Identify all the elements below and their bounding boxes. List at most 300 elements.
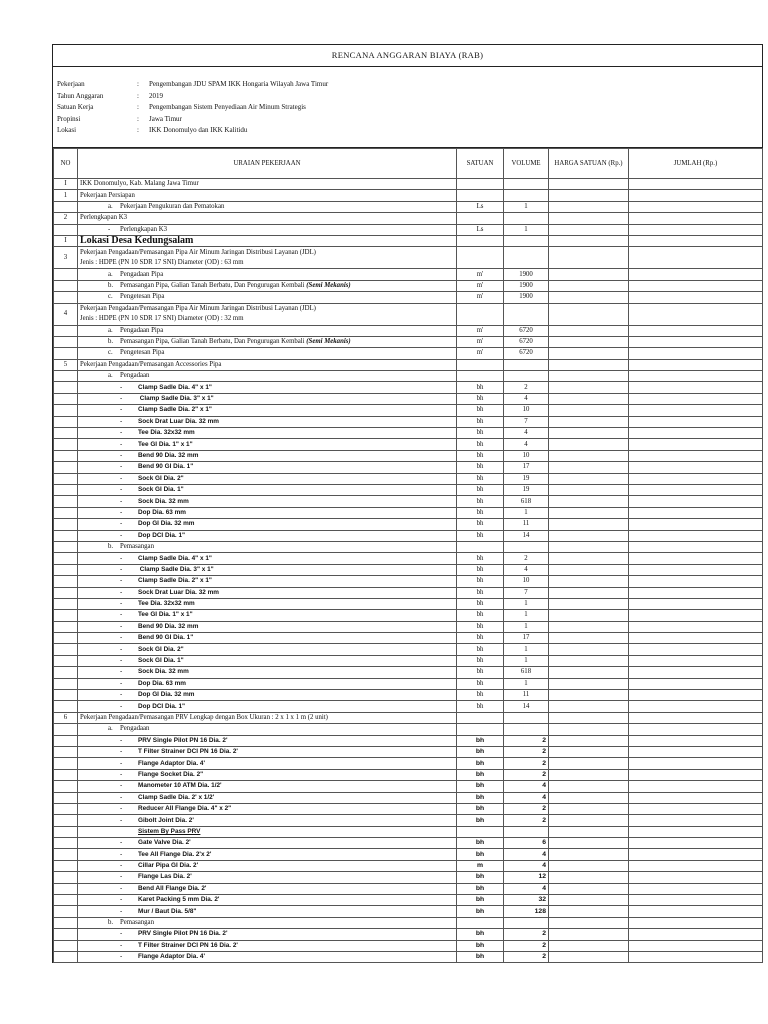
row-jumlah [629, 179, 763, 190]
dash-marker: - [120, 452, 123, 459]
row-volume: 618 [504, 667, 549, 678]
table-row [54, 507, 763, 518]
row-no: 1 [54, 190, 78, 201]
meta-colon: : [137, 114, 139, 123]
row-satuan: Ls [457, 201, 504, 212]
row-no: 3 [54, 247, 78, 269]
row-satuan: bh [457, 758, 504, 769]
col-header-harga-satuan: HARGA SATUAN (Rp.) [549, 149, 629, 179]
row-jumlah [629, 587, 763, 598]
row-no [54, 769, 78, 780]
row-description [78, 496, 457, 507]
row-text: Dop GI Dia. 32 mm [138, 691, 195, 699]
row-harga-satuan [549, 826, 629, 837]
table-row [54, 235, 763, 246]
row-volume: 14 [504, 701, 549, 712]
row-text: Pengadaan [120, 725, 150, 733]
row-jumlah [629, 792, 763, 803]
table-row [54, 530, 763, 541]
meta-label: Lokasi [57, 126, 77, 134]
row-description [78, 553, 457, 564]
dash-marker: - [120, 839, 123, 847]
row-no [54, 610, 78, 621]
row-no [54, 792, 78, 803]
row-satuan [457, 179, 504, 190]
table-row [54, 371, 763, 382]
row-no [54, 883, 78, 894]
row-jumlah [629, 883, 763, 894]
row-no [54, 530, 78, 541]
row-volume [504, 190, 549, 201]
dash-marker: - [120, 793, 123, 801]
table-row [54, 758, 763, 769]
row-satuan: bh [457, 701, 504, 712]
row-volume: 7 [504, 416, 549, 427]
row-no [54, 735, 78, 746]
dash-marker: - [120, 782, 123, 790]
row-satuan: bh [457, 883, 504, 894]
row-satuan: bh [457, 598, 504, 609]
row-emphasis: (Semi Mekanis) [304, 338, 351, 346]
col-header-volume: VOLUME [504, 149, 549, 179]
row-no [54, 280, 78, 291]
row-harga-satuan [549, 724, 629, 735]
row-volume: 11 [504, 690, 549, 701]
row-letter: b. [108, 543, 114, 551]
row-satuan: bh [457, 952, 504, 963]
row-text: Gibolt Joint Dia. 2' [138, 816, 194, 824]
dash-marker: - [120, 691, 123, 699]
table-row [54, 712, 763, 723]
table-row [54, 860, 763, 871]
row-description [78, 348, 457, 359]
table-row [54, 587, 763, 598]
row-text: Cillar Pipa GI Dia. 2' [138, 862, 199, 870]
row-description [78, 940, 457, 951]
row-jumlah [629, 940, 763, 951]
row-volume: 4 [504, 849, 549, 860]
row-jumlah [629, 815, 763, 826]
row-no [54, 815, 78, 826]
row-volume [504, 724, 549, 735]
row-text: Reducer All Flange Dia. 4" x 2" [138, 805, 232, 813]
row-description [78, 621, 457, 632]
row-text: Sock Drat Luar Dia. 32 mm [138, 588, 219, 596]
row-volume: 4 [504, 428, 549, 439]
row-jumlah [629, 838, 763, 849]
row-satuan [457, 359, 504, 370]
row-satuan: bh [457, 484, 504, 495]
row-text: T Filter Strainer DCI PN 16 Dia. 2' [138, 748, 238, 756]
dash-marker: - [120, 531, 123, 539]
row-jumlah [629, 701, 763, 712]
row-no [54, 336, 78, 347]
row-satuan [457, 826, 504, 837]
row-satuan [457, 724, 504, 735]
row-volume [504, 541, 549, 552]
table-row [54, 416, 763, 427]
table-row [54, 179, 763, 190]
row-satuan: bh [457, 610, 504, 621]
row-text: Gate Valve Dia. 2' [138, 839, 191, 847]
dash-marker: - [120, 702, 123, 710]
table-row [54, 280, 763, 291]
row-description [78, 303, 457, 325]
row-jumlah [629, 917, 763, 928]
table-header [54, 149, 763, 179]
row-no [54, 405, 78, 416]
row-volume [504, 179, 549, 190]
row-harga-satuan [549, 439, 629, 450]
row-satuan: bh [457, 906, 504, 917]
row-description [78, 849, 457, 860]
row-harga-satuan [549, 792, 629, 803]
table-row [54, 690, 763, 701]
row-volume: 19 [504, 484, 549, 495]
row-text: Flange Socket Dia. 2" [138, 770, 204, 778]
col-header-jumlah: JUMLAH (Rp.) [629, 149, 763, 179]
row-satuan [457, 235, 504, 246]
row-volume [504, 371, 549, 382]
row-no [54, 564, 78, 575]
row-satuan: bh [457, 735, 504, 746]
row-jumlah [629, 746, 763, 757]
meta-colon: : [137, 126, 139, 134]
row-description [78, 201, 457, 212]
dash-marker: - [120, 930, 123, 938]
row-no [54, 393, 78, 404]
row-satuan: bh [457, 667, 504, 678]
row-volume: 19 [504, 473, 549, 484]
dash-marker: - [120, 805, 123, 813]
row-harga-satuan [549, 359, 629, 370]
row-satuan [457, 712, 504, 723]
row-no [54, 541, 78, 552]
row-harga-satuan [549, 906, 629, 917]
row-text: Mur / Baut Dia. 5/8" [138, 907, 197, 915]
row-volume: 14 [504, 530, 549, 541]
row-jumlah [629, 462, 763, 473]
row-satuan: bh [457, 644, 504, 655]
row-satuan: m' [457, 325, 504, 336]
table-row [54, 473, 763, 484]
row-text: IKK Donomulyo, Kab. Malang Jawa Timur [80, 180, 199, 188]
row-jumlah [629, 393, 763, 404]
dash-marker: - [120, 463, 123, 471]
row-no [54, 633, 78, 644]
meta-row [53, 114, 762, 126]
row-letter: a. [108, 725, 113, 733]
row-description [78, 712, 457, 723]
row-text: Pengetesan Pipa [120, 349, 165, 357]
row-text: Tee GI Dia. 1" x 1" [138, 611, 193, 619]
row-no [54, 507, 78, 518]
row-no [54, 803, 78, 814]
row-description [78, 906, 457, 917]
row-volume: 11 [504, 519, 549, 530]
table-row [54, 781, 763, 792]
row-description [78, 371, 457, 382]
row-harga-satuan [549, 803, 629, 814]
row-text: Pekerjaan Pengukuran dan Pematokan [120, 202, 225, 210]
row-text: Pekerjaan Pengadaan/Pemasangan Pipa Air Minum Jaringan Distribusi Layanan (JDL) [80, 305, 316, 313]
row-harga-satuan [549, 405, 629, 416]
row-description [78, 269, 457, 280]
row-no [54, 690, 78, 701]
row-no [54, 553, 78, 564]
row-no [54, 587, 78, 598]
row-jumlah [629, 303, 763, 325]
table-row [54, 838, 763, 849]
row-letter: c. [108, 293, 113, 301]
row-volume: 1 [504, 644, 549, 655]
dash-marker: - [120, 486, 123, 494]
row-description [78, 280, 457, 291]
row-volume: 6720 [504, 348, 549, 359]
row-description [78, 667, 457, 678]
row-description [78, 838, 457, 849]
row-no [54, 439, 78, 450]
row-description [78, 439, 457, 450]
row-text: Tee Dia. 32x32 mm [138, 429, 195, 437]
row-no [54, 292, 78, 303]
row-no [54, 838, 78, 849]
row-description [78, 393, 457, 404]
table-row [54, 541, 763, 552]
dash-marker: - [120, 588, 123, 596]
row-description [78, 678, 457, 689]
row-jumlah [629, 280, 763, 291]
dash-marker: - [120, 679, 123, 687]
col-header-satuan: SATUAN [457, 149, 504, 179]
row-volume: 4 [504, 883, 549, 894]
meta-colon: : [137, 91, 139, 100]
row-jumlah [629, 872, 763, 883]
row-text: Bend 90 Dia. 32 mm [138, 622, 199, 630]
row-no [54, 450, 78, 461]
row-text: Pengadaan Pipa [120, 270, 164, 278]
row-satuan [457, 303, 504, 325]
row-description [78, 484, 457, 495]
row-volume: 1 [504, 598, 549, 609]
table-row [54, 826, 763, 837]
row-volume: 12 [504, 872, 549, 883]
dash-marker: - [120, 634, 123, 642]
table-row [54, 405, 763, 416]
row-no [54, 667, 78, 678]
row-no [54, 849, 78, 860]
row-text: Pemasangan Pipa, Galian Tanah Berbatu, Dan Pengurugan Kembali [120, 281, 305, 289]
meta-label: Satuan Kerja [57, 103, 94, 111]
row-harga-satuan [549, 952, 629, 963]
meta-colon: : [137, 103, 139, 111]
row-harga-satuan [549, 462, 629, 473]
row-jumlah [629, 610, 763, 621]
table-row [54, 633, 763, 644]
table-row [54, 450, 763, 461]
row-text: Dop Dia. 63 mm [138, 508, 186, 516]
row-text: Clamp Sadle Dia. 2' x 1/2' [138, 793, 215, 801]
row-satuan: Ls [457, 224, 504, 235]
row-jumlah [629, 325, 763, 336]
dash-marker: - [120, 873, 123, 881]
row-text: Pekerjaan Pengadaan/Pemasangan Pipa Air Minum Jaringan Distribusi Layanan (JDL) [80, 248, 316, 256]
row-harga-satuan [549, 758, 629, 769]
row-no [54, 929, 78, 940]
row-volume: 1900 [504, 269, 549, 280]
row-satuan: bh [457, 496, 504, 507]
row-volume: 2 [504, 940, 549, 951]
row-satuan: bh [457, 428, 504, 439]
row-harga-satuan [549, 735, 629, 746]
table-row [54, 906, 763, 917]
row-no [54, 201, 78, 212]
row-jumlah [629, 803, 763, 814]
dash-marker: - [120, 896, 123, 904]
table-row [54, 519, 763, 530]
col-header-no: NO [54, 149, 78, 179]
row-text: Flange Adaptor Dia. 4' [138, 953, 205, 961]
row-text: Tee All Flange Dia. 2'x 2' [138, 850, 212, 858]
row-text: Dop GI Dia. 32 mm [138, 520, 195, 528]
row-text: Pekerjaan Pengadaan/Pemasangan Accessories Pipa [80, 360, 222, 368]
row-no [54, 758, 78, 769]
row-satuan [457, 190, 504, 201]
dash-marker: - [120, 508, 123, 516]
dash-marker: - [120, 770, 123, 778]
row-satuan [457, 371, 504, 382]
row-jumlah [629, 530, 763, 541]
row-no [54, 906, 78, 917]
meta-row [53, 125, 762, 137]
row-description [78, 213, 457, 224]
table-row [54, 190, 763, 201]
row-volume: 1 [504, 655, 549, 666]
row-satuan: bh [457, 576, 504, 587]
row-volume: 10 [504, 450, 549, 461]
row-no [54, 416, 78, 427]
row-satuan: bh [457, 929, 504, 940]
row-text: Clamp Sadle Dia. 3" x 1" [138, 565, 214, 573]
row-harga-satuan [549, 382, 629, 393]
dash-marker: - [120, 577, 123, 585]
dash-marker: - [120, 736, 123, 744]
row-satuan: bh [457, 769, 504, 780]
row-volume: 10 [504, 576, 549, 587]
row-text: Lokasi Desa Kedungsalam [80, 235, 194, 247]
row-description [78, 758, 457, 769]
row-volume: 6720 [504, 325, 549, 336]
row-description [78, 701, 457, 712]
row-no: 5 [54, 359, 78, 370]
dash-marker: - [120, 611, 123, 619]
row-harga-satuan [549, 530, 629, 541]
table-row [54, 428, 763, 439]
dash-marker: - [120, 383, 123, 391]
row-text: Pekerjaan Persiapan [80, 191, 135, 199]
row-harga-satuan [549, 450, 629, 461]
row-volume: 2 [504, 553, 549, 564]
dash-marker: - [120, 622, 123, 630]
row-harga-satuan [549, 553, 629, 564]
row-harga-satuan [549, 860, 629, 871]
row-volume: 7 [504, 587, 549, 598]
row-harga-satuan [549, 746, 629, 757]
table-row [54, 439, 763, 450]
row-description [78, 929, 457, 940]
row-description [78, 292, 457, 303]
row-description [78, 428, 457, 439]
dash-marker: - [120, 816, 123, 824]
row-harga-satuan [549, 564, 629, 575]
row-text: Tee GI Dia. 1" x 1" [138, 440, 193, 448]
row-jumlah [629, 190, 763, 201]
row-jumlah [629, 758, 763, 769]
row-volume: 1 [504, 621, 549, 632]
row-volume [504, 247, 549, 269]
row-no [54, 484, 78, 495]
row-harga-satuan [549, 336, 629, 347]
row-volume [504, 303, 549, 325]
row-jumlah [629, 952, 763, 963]
row-harga-satuan [549, 712, 629, 723]
table-row [54, 769, 763, 780]
row-letter: - [108, 225, 111, 233]
row-harga-satuan [549, 371, 629, 382]
table-row [54, 213, 763, 224]
row-volume [504, 712, 549, 723]
row-harga-satuan [549, 576, 629, 587]
meta-value: Pengembangan Sistem Penyediaan Air Minum Strategis [149, 103, 306, 111]
row-text: Perlengkapan K3 [80, 214, 127, 222]
table-row [54, 895, 763, 906]
row-text: Dop Dia. 63 mm [138, 679, 186, 687]
row-harga-satuan [549, 213, 629, 224]
row-harga-satuan [549, 917, 629, 928]
row-description [78, 598, 457, 609]
row-description [78, 519, 457, 530]
table-row [54, 883, 763, 894]
table-row [54, 803, 763, 814]
row-text: Sock Drat Luar Dia. 32 mm [138, 417, 219, 425]
row-volume: 10 [504, 405, 549, 416]
row-text: Sock Dia. 32 mm [138, 668, 189, 676]
dash-marker: - [120, 395, 123, 403]
row-description [78, 336, 457, 347]
dash-marker: - [120, 474, 123, 482]
row-harga-satuan [549, 849, 629, 860]
row-jumlah [629, 621, 763, 632]
row-harga-satuan [549, 872, 629, 883]
row-text: Pemasangan [120, 919, 154, 927]
row-jumlah [629, 667, 763, 678]
row-description [78, 895, 457, 906]
row-jumlah [629, 484, 763, 495]
row-volume: 4 [504, 439, 549, 450]
table-row [54, 325, 763, 336]
row-text: Pengadaan [120, 372, 150, 380]
row-jumlah [629, 644, 763, 655]
row-text: PRV Single Pilot PN 16 Dia. 2' [138, 736, 228, 744]
row-jumlah [629, 633, 763, 644]
row-no [54, 428, 78, 439]
row-jumlah [629, 690, 763, 701]
row-jumlah [629, 336, 763, 347]
row-jumlah [629, 405, 763, 416]
meta-colon: : [137, 80, 139, 88]
row-text: Sistem By Pass PRV [138, 827, 201, 835]
row-satuan: bh [457, 530, 504, 541]
